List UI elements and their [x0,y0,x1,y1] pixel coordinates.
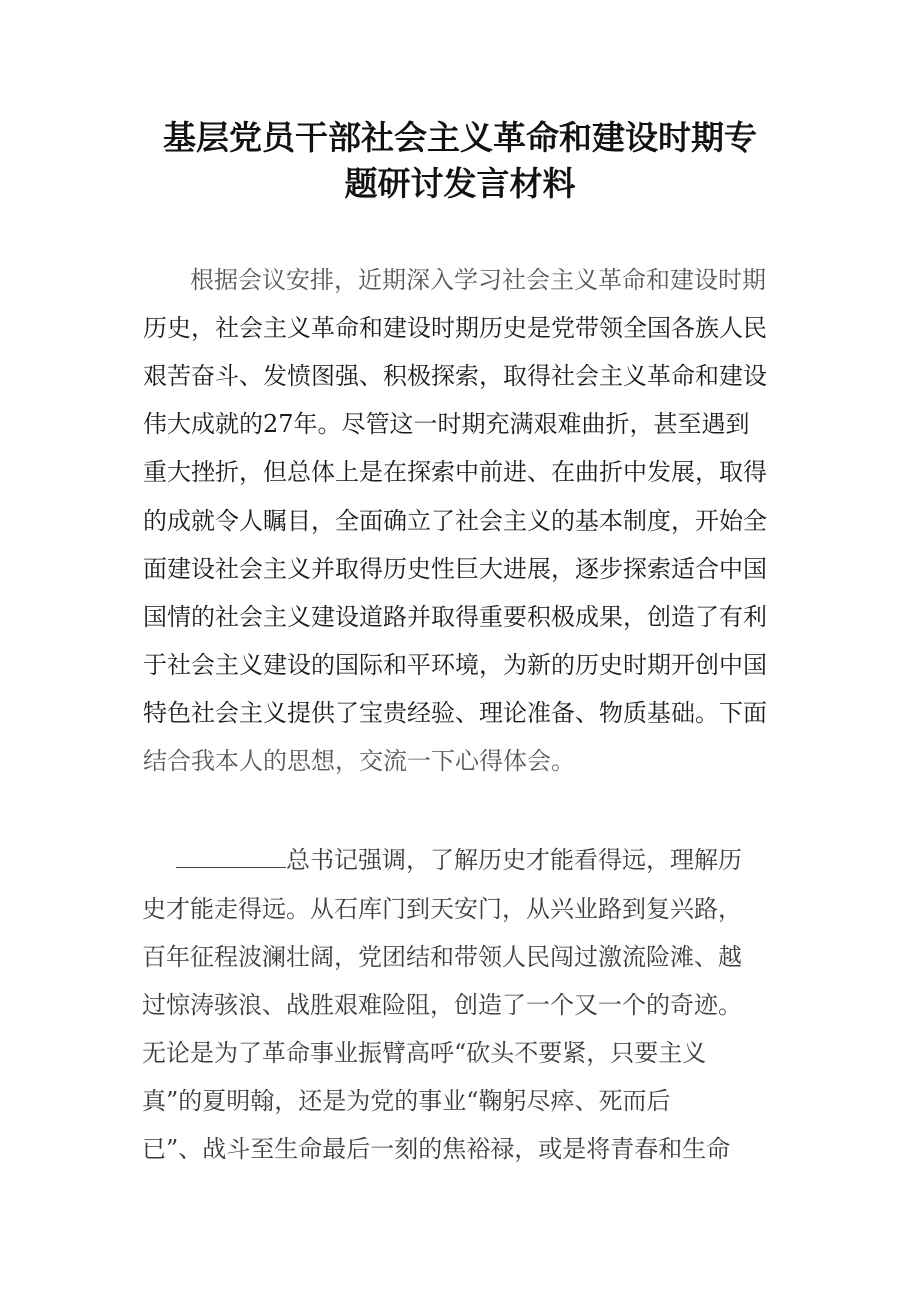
paragraph-1-line: 结合我本人的思想，交流一下心得体会。 [143,747,575,775]
paragraph-2-line: 真”的夏明翰，还是为党的事业“鞠躬尽瘁、死而后 [142,1087,671,1115]
paragraph-1-line: 艰苦奋斗、发愤图强、积极探索，取得社会主义革命和建设 [143,362,767,390]
fill-in-blank [176,845,286,868]
paragraph-2-line [176,844,742,876]
paragraph-1-line: 重大挫折，但总体上是在探索中前进、在曲折中发展，取得 [143,458,767,486]
paragraph-2-line: 过惊涛骇浪、战胜艰难险阻，创造了一个又一个的奇迹。 [142,991,742,1019]
document-title-line-2: 题研讨发言材料 [344,164,576,203]
paragraph-2-line: 史才能走得远。从石库门到天安门，从兴业路到复兴路， [142,895,742,923]
paragraph-1-line: 国情的社会主义建设道路并取得重要积极成果，创造了有利 [143,603,767,631]
paragraph-2-line: 无论是为了革命事业振臂高呼“砍头不要紧，只要主义 [142,1039,707,1067]
paragraph-1-line: 面建设社会主义并取得历史性巨大进展，逐步探索适合中国 [143,555,767,583]
paragraph-1-line: 特色社会主义提供了宝贵经验、理论准备、物质基础。下面 [143,699,767,727]
paragraph-2-line: 百年征程波澜壮阔，党团结和带领人民闯过激流险滩、越 [142,943,742,971]
paragraph-1-line: 历史，社会主义革命和建设时期历史是党带领全国各族人民 [143,314,767,342]
paragraph-1-line: 的成就令人瞩目，全面确立了社会主义的基本制度，开始全 [143,507,767,535]
paragraph-1-line: 伟大成就的27年。尽管这一时期充满艰难曲折，甚至遇到 [143,410,750,438]
paragraph-2-line-text: 总书记强调，了解历史才能看得远，理解历 [286,846,742,874]
paragraph-2-line: 已”、战斗至生命最后一刻的焦裕禄，或是将青春和生命 [142,1135,731,1163]
document-title-line-1: 基层党员干部社会主义革命和建设时期专 [163,118,757,157]
paragraph-1-line: 于社会主义建设的国际和平环境，为新的历史时期开创中国 [143,651,767,679]
paragraph-1-line: 根据会议安排，近期深入学习社会主义革命和建设时期 [190,266,766,294]
